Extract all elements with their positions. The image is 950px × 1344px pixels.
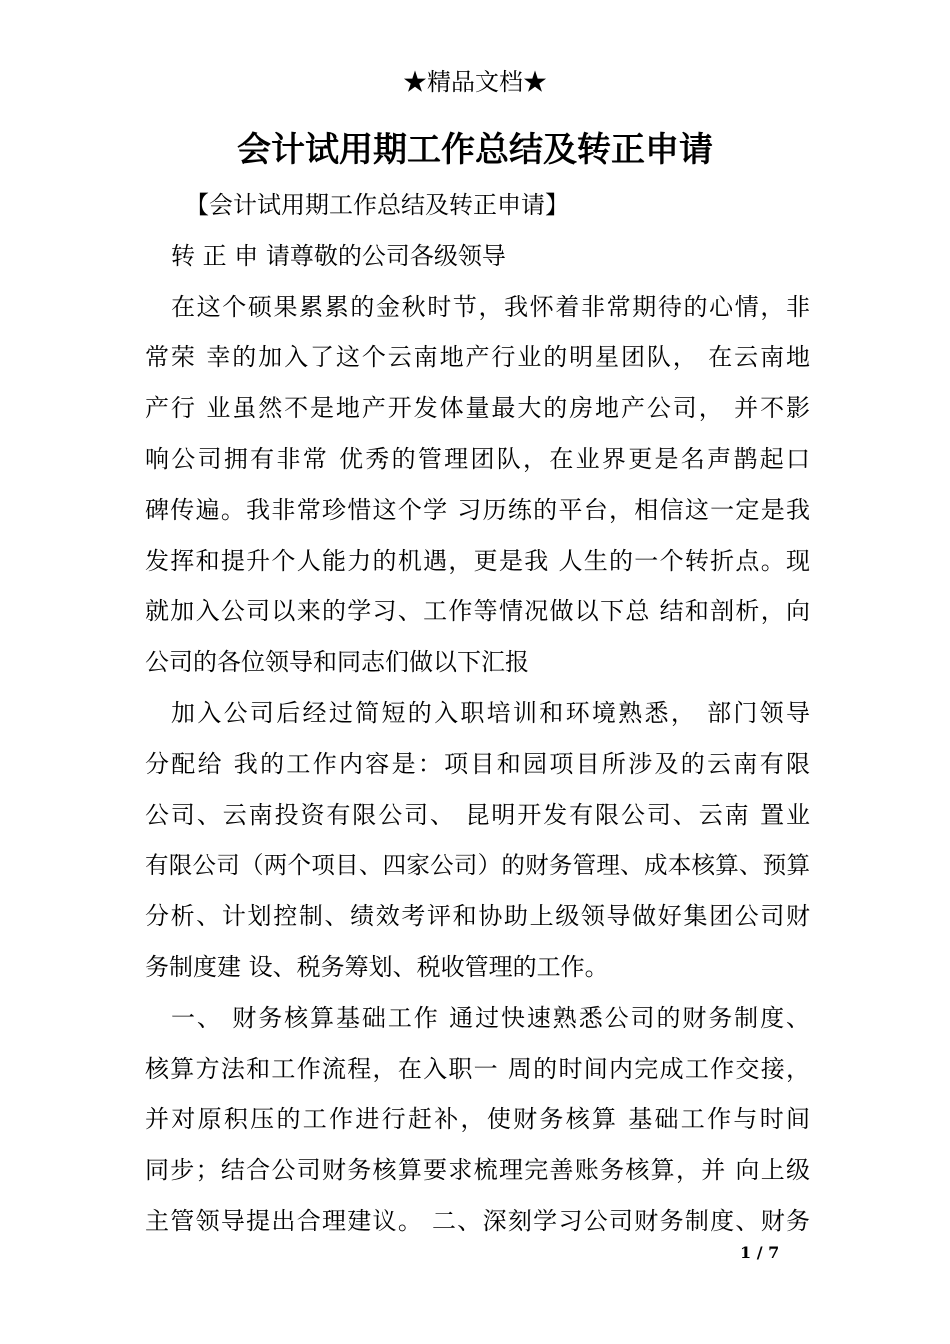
page-header: ★精品文档★	[403, 68, 547, 96]
paragraph-line: 并对原积压的工作进行赶补，使财务核算 基础工作与时间	[145, 1105, 810, 1134]
paragraph-line: 响公司拥有非常 优秀的管理团队，在业界更是名声鹊起口	[145, 444, 810, 473]
paragraph-line: 常荣 幸的加入了这个云南地产行业的明星团队， 在云南地	[145, 343, 810, 372]
paragraph-line: 在这个硕果累累的金秋时节，我怀着非常期待的心情，非	[171, 292, 810, 321]
document-body	[145, 180, 810, 1247]
paragraph-line: 加入公司后经过简短的入职培训和环境熟悉， 部门领导	[171, 698, 810, 727]
paragraph-line: 核算方法和工作流程，在入职一 周的时间内完成工作交接，	[145, 1054, 810, 1083]
paragraph-line: 【会计试用期工作总结及转正申请】	[185, 191, 569, 219]
paragraph-line: 公司的各位领导和同志们做以下汇报	[145, 648, 529, 677]
paragraph-line: 转 正 申 请尊敬的公司各级领导	[171, 241, 506, 270]
paragraph-line: 发挥和提升个人能力的机遇，更是我 人生的一个转折点。现	[145, 546, 810, 575]
paragraph-line: 分配给 我的工作内容是：项目和园项目所涉及的云南有限	[145, 749, 810, 778]
paragraph-line: 公司、云南投资有限公司、 昆明开发有限公司、云南 置业	[145, 800, 810, 829]
page-number: 1 / 7	[740, 1243, 780, 1262]
paragraph-line: 有限公司（两个项目、四家公司）的财务管理、成本核算、预算	[145, 851, 810, 880]
document-title: 会计试用期工作总结及转正申请	[237, 130, 713, 170]
paragraph-line: 产行 业虽然不是地产开发体量最大的房地产公司， 并不影	[145, 394, 810, 423]
paragraph-line: 分析、计划控制、绩效考评和协助上级领导做好集团公司财	[145, 902, 810, 931]
paragraph-line: 一、 财务核算基础工作 通过快速熟悉公司的财务制度、	[171, 1003, 810, 1032]
paragraph-line: 就加入公司以来的学习、工作等情况做以下总 结和剖析，向	[145, 597, 810, 626]
paragraph-line: 同步；结合公司财务核算要求梳理完善账务核算，并 向上级	[145, 1156, 810, 1185]
paragraph-line: 主管领导提出合理建议。 二、深刻学习公司财务制度、财务	[145, 1206, 810, 1235]
paragraph-line: 务制度建 设、税务筹划、税收管理的工作。	[145, 952, 609, 981]
paragraph-line: 碑传遍。我非常珍惜这个学 习历练的平台，相信这一定是我	[145, 495, 810, 524]
